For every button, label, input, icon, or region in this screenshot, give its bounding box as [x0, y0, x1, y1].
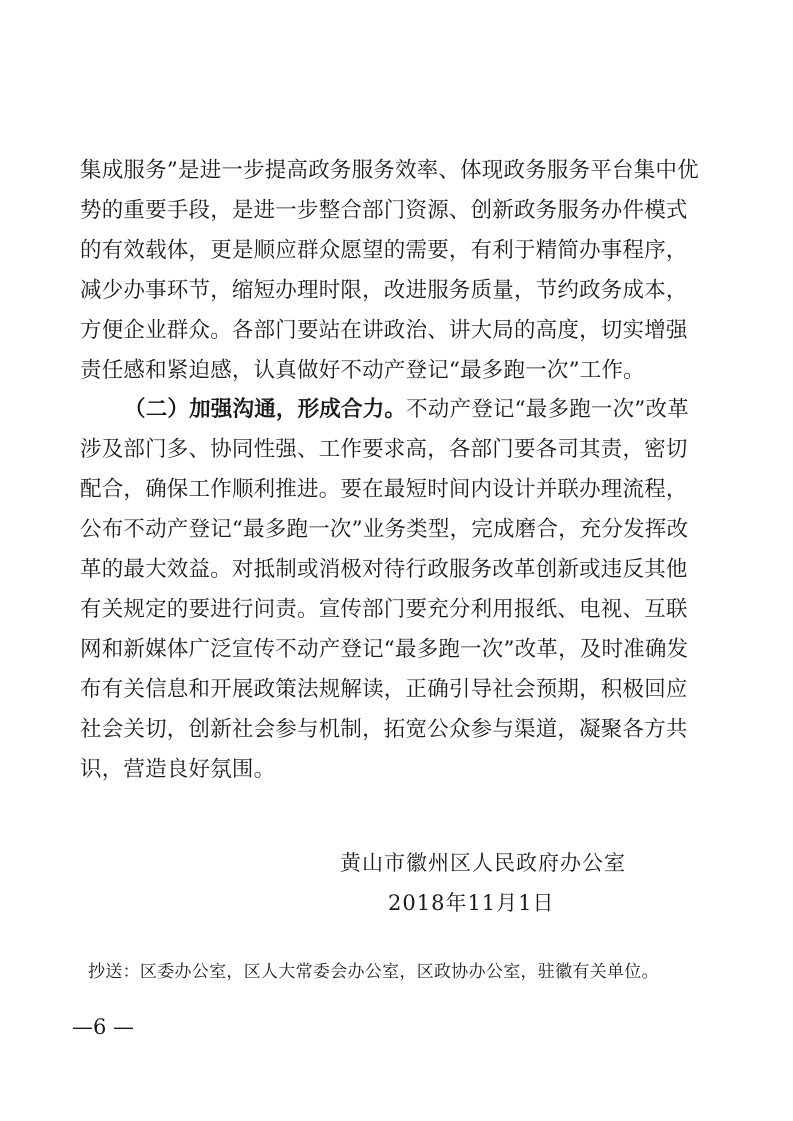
body-text-line: 配合，确保工作顺利推进。要在最短时间内设计并联办理流程，	[80, 477, 688, 502]
body-text-line: 方便企业群众。各部门要站在讲政治、讲大局的高度，切实增强	[80, 318, 688, 343]
body-text-line: 公布不动产登记“最多跑一次”业务类型，完成磨合，充分发挥改	[80, 517, 689, 542]
page-number: —6 —	[72, 1015, 135, 1039]
paragraph-2-first-line	[124, 395, 689, 425]
cc-line: 抄送：区委办公室，区人大常委会办公室，区政协办公室，驻徽有关单位。	[88, 962, 659, 982]
signature-date: 2018年11月1日	[388, 891, 555, 915]
body-text-line: 势的重要手段，是进一步整合部门资源、创新政务服务办件模式	[80, 198, 688, 223]
body-text-line: 布有关信息和开展政策法规解读，正确引导社会预期，积极回应	[80, 677, 688, 702]
body-text-line: 的有效载体，更是顺应群众愿望的需要，有利于精简办事程序，	[80, 238, 688, 263]
body-text-line: 革的最大效益。对抵制或消极对待行政服务改革创新或违反其他	[80, 557, 688, 582]
body-text-line: 涉及部门多、协同性强、工作要求高，各部门要各司其责，密切	[80, 437, 688, 462]
section-heading: （二）加强沟通，形成合力。	[124, 397, 407, 422]
body-text-line: 减少办事环节，缩短办理时限，改进服务质量，节约政务成本，	[80, 278, 688, 303]
body-text-line: 社会关切，创新社会参与机制，拓宽公众参与渠道，凝聚各方共	[80, 717, 688, 742]
body-text-line: 识，营造良好氛围。	[80, 757, 276, 782]
body-text: 不动产登记“最多跑一次”改革	[406, 397, 689, 422]
body-text-line: 集成服务”是进一步提高政务服务效率、体现政务服务平台集中优	[80, 158, 699, 183]
body-text-line: 责任感和紧迫感，认真做好不动产登记“最多跑一次”工作。	[80, 358, 645, 383]
signature-org: 黄山市徽州区人民政府办公室	[340, 851, 626, 875]
body-text-line: 有关规定的要进行问责。宣传部门要充分利用报纸、电视、互联	[80, 597, 688, 622]
body-text-line: 网和新媒体广泛宣传不动产登记“最多跑一次”改革，及时准确发	[80, 637, 689, 662]
